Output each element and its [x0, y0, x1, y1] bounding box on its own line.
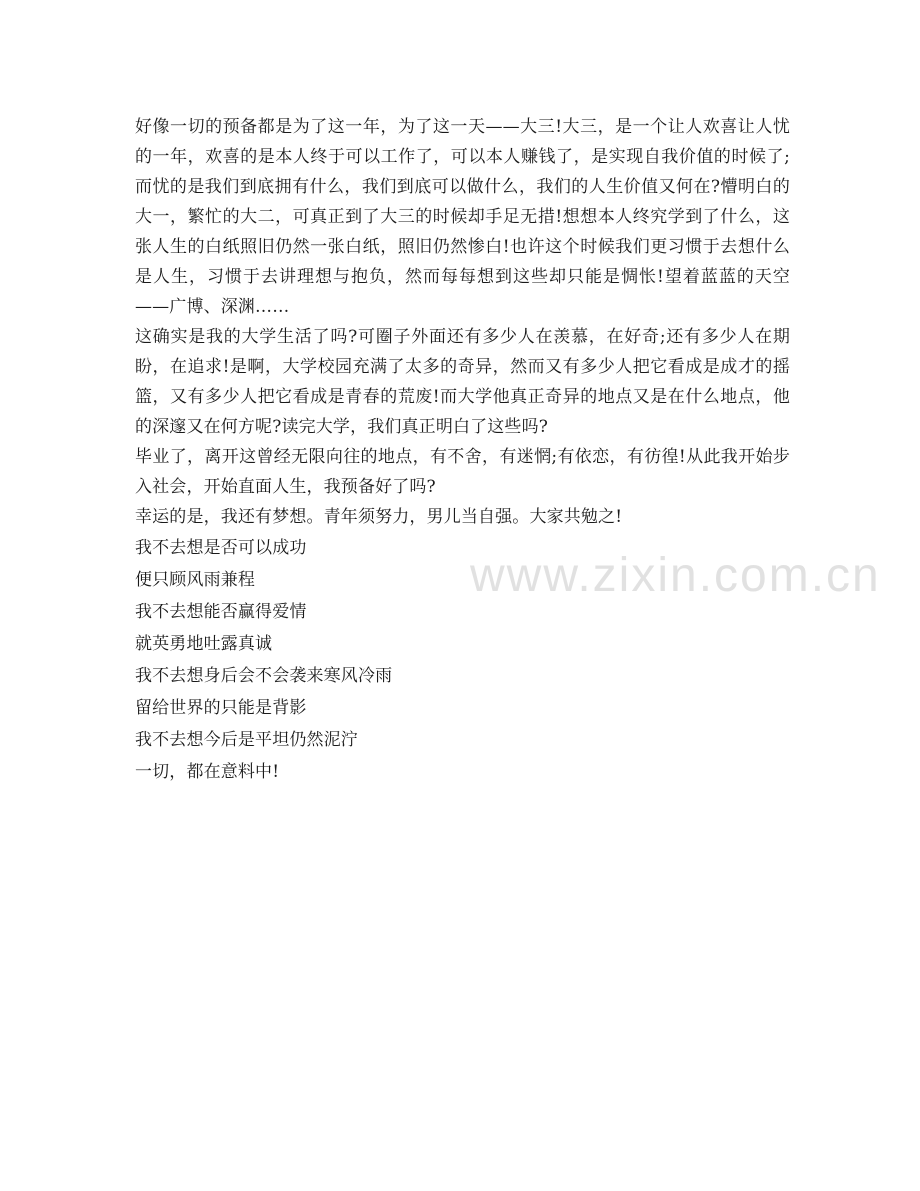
poem-line: 我不去想是否可以成功: [135, 538, 307, 558]
poem-line: 我不去想能否赢得爱情: [135, 602, 307, 622]
paragraph: 毕业了，离开这曾经无限向往的地点，有不舍，有迷惘;有依恋，有彷徨!从此我开始步入社会，开始直面人生，我预备好了吗?: [135, 447, 790, 497]
poem-line: 我不去想今后是平坦仍然泥泞: [135, 730, 358, 750]
poem-line: 我不去想身后会不会袭来寒风冷雨: [135, 666, 393, 686]
watermark: www.zixin.com.cn: [470, 549, 881, 602]
paragraph: 幸运的是，我还有梦想。青年须努力，男儿当自强。大家共勉之!: [135, 507, 623, 527]
paragraph: 好像一切的预备都是为了这一年，为了这一天——大三!大三，是一个让人欢喜让人忧的一年，欢喜的是本人终于可以工作了，可以本人赚钱了，是实现自我价值的时候了;而忧的是我们到底拥有什么，我们到底可以做什么，我们的人生价值又何在?懵明白的大一，繁忙的大二，可真正到了大三的时候却手足无措!想想本人终究学到了什么，这张人生的白纸照旧仍然一张白纸，照旧仍然惨白!也许这个时候我们更习惯于去想什么是人生，习惯于去讲理想与抱负，然而每每想到这些却只能是惆怅!望着蓝蓝的天空——广博、深渊……: [135, 117, 790, 317]
poem-line: 一切，都在意料中!: [135, 762, 280, 782]
poem-line: 就英勇地吐露真诚: [135, 634, 273, 654]
document-body: [135, 112, 790, 788]
poem-line: 便只顾风雨兼程: [135, 570, 256, 590]
poem-line: 留给世界的只能是背影: [135, 698, 307, 718]
paragraph: 这确实是我的大学生活了吗?可圈子外面还有多少人在羡慕，在好奇;还有多少人在期盼，在追求!是啊，大学校园充满了太多的奇异，然而又有多少人把它看成是成才的摇篮，又有多少人把它看成是青春的荒废!而大学他真正奇异的地点又是在什么地点，他的深邃又在何方呢?读完大学，我们真正明白了这些吗?: [135, 327, 790, 437]
